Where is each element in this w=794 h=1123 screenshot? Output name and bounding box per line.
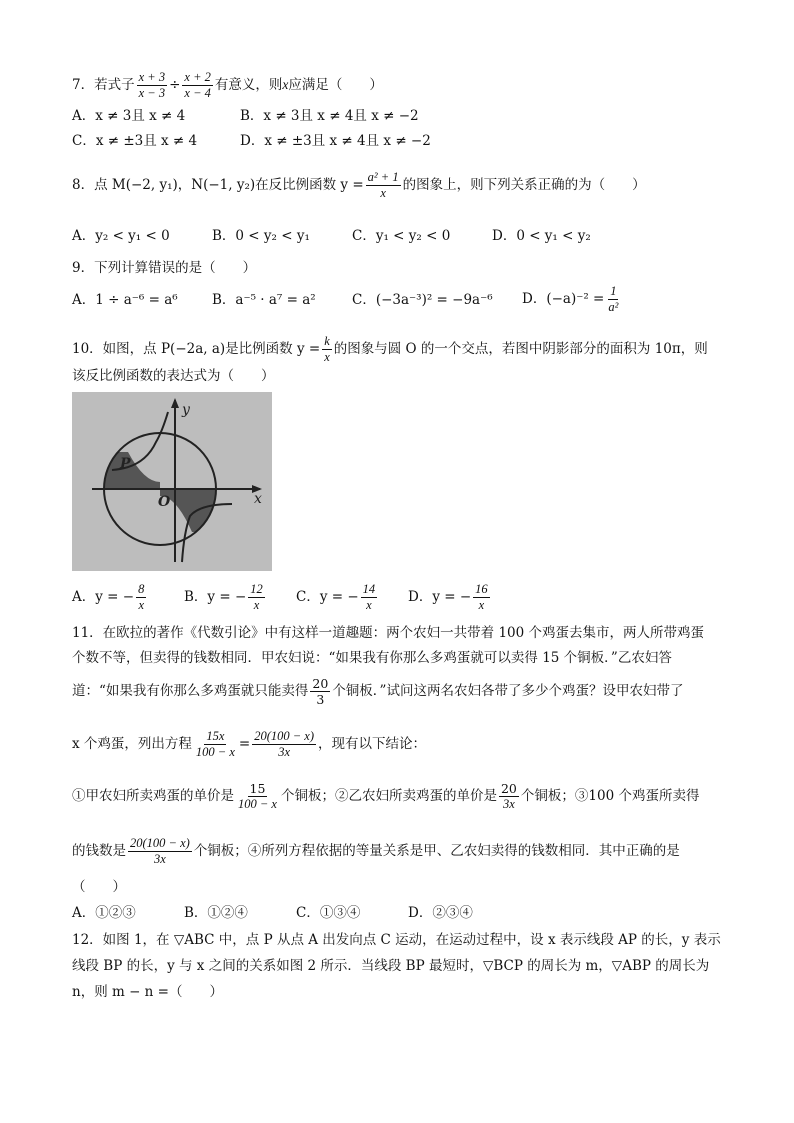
q10-option-b-text: B．y = − — [184, 589, 247, 605]
q7-divide-sign: ÷ — [169, 77, 181, 93]
q7-stem-text-b: 有意义，则 — [214, 77, 283, 93]
q10-y-axis-arrow — [171, 398, 179, 408]
q7-option-b: B．x ≠ 3且 x ≠ 4且 x ≠ −2 — [240, 108, 419, 124]
q11-line-4-text-b: ，现有以下结论： — [318, 736, 427, 752]
q10-option-d-denominator: x — [478, 598, 485, 612]
q10-label-p: P — [120, 456, 131, 472]
q7-option-d: D．x ≠ ±3且 x ≠ 4且 x ≠ −2 — [240, 133, 431, 149]
q11-line-3-fraction — [310, 676, 330, 707]
q10-option-a — [72, 582, 148, 613]
q11-line-6-text-b: 个铜板；④所列方程依据的等量关系是甲、乙农妇卖得的钱数相同．其中正确的是 — [193, 843, 680, 859]
q10-shaded-regions — [100, 452, 220, 532]
q12-line-2: 线段 BP 的长，y 与 x 之间的关系如图 2 所示．当线段 BP 最短时，▽BCP 的周长为 m，▽ABP 的周长为 — [72, 958, 710, 974]
q11-equation-left — [194, 729, 237, 760]
q8-stem-text-a: 8．点 M(−2, y₁)，N(−1, y₂)在反比例函数 y = — [72, 177, 364, 193]
q7-fraction-1-numerator: x + 3 — [138, 70, 166, 84]
q9-option-d-text: D．(−a)⁻² = — [522, 291, 605, 307]
q7-fraction-1-denominator: x − 3 — [138, 86, 166, 100]
q8-option-d: D．0 < y₁ < y₂ — [492, 228, 591, 244]
q10-stem-text-a: 10．如图，点 P(−2a, a)是比例函数 y = — [72, 341, 321, 357]
q10-option-c-numerator: 14 — [362, 582, 376, 596]
q11-line-5-numerator-2: 20 — [500, 781, 517, 796]
q10-option-b-numerator: 12 — [250, 582, 263, 596]
q11-line-4 — [72, 729, 426, 760]
q10-label-x: x — [254, 491, 262, 507]
q10-fraction — [322, 334, 332, 365]
q7-stem — [72, 70, 383, 101]
q8-fraction — [366, 170, 401, 201]
q11-line-3-denominator: 3 — [316, 692, 325, 707]
q11-equation-left-numerator: 15x — [206, 729, 225, 743]
q10-figure-graph — [72, 392, 272, 571]
q10-stem-text-b: 的图象与圆 O 的一个交点，若图中阴影部分的面积为 10π，则 — [333, 341, 708, 357]
q8-option-c: C．y₁ < y₂ < 0 — [352, 228, 451, 244]
q9-option-c: C．(−3a⁻³)² = −9a⁻⁶ — [352, 292, 493, 308]
q11-line-3-text-a: 道：“如果我有你那么多鸡蛋就只能卖得 — [72, 683, 309, 699]
q10-option-c-fraction — [361, 582, 378, 613]
q10-option-b-denominator: x — [253, 598, 260, 612]
q10-option-c-denominator: x — [366, 598, 372, 612]
q8-stem-text-b: 的图象上，则下列关系正确的为（ ） — [402, 177, 646, 193]
q11-line-2: 个数不等，但卖得的钱数相同．甲农妇说：“如果我有你那么多鸡蛋就可以卖得 15 个铜板．”乙农妇答 — [72, 650, 672, 666]
q8-stem — [72, 170, 646, 201]
q10-option-a-denominator: x — [138, 598, 144, 612]
q10-option-d-numerator: 16 — [475, 582, 488, 596]
q10-stem-line-2: 该反比例函数的表达式为（ ） — [72, 368, 275, 384]
q11-line-4-text-a: x 个鸡蛋，列出方程 — [72, 736, 192, 752]
q7-option-a: A．x ≠ 3且 x ≠ 4 — [72, 108, 186, 124]
q11-line-5-text-b: 个铜板；②乙农妇所卖鸡蛋的单价是 — [280, 788, 497, 804]
q10-fraction-numerator: k — [324, 334, 330, 348]
q11-equation-right-numerator: 20(100 − x) — [254, 729, 315, 743]
q11-line-5-text-a: ①甲农妇所卖鸡蛋的单价是 — [72, 788, 234, 804]
q10-option-d — [408, 582, 492, 613]
q9-option-d-denominator: a² — [608, 300, 619, 314]
q11-line-6-denominator: 3x — [154, 852, 166, 866]
q11-line-6-numerator: 20(100 − x) — [130, 836, 190, 850]
q9-option-b: B．a⁻⁵ · a⁷ = a² — [212, 292, 316, 308]
q11-equation-right-denominator: 3x — [278, 745, 291, 759]
q9-option-d-numerator: 1 — [610, 284, 617, 298]
q11-line-6-fraction — [128, 836, 192, 867]
q10-option-c — [296, 582, 379, 613]
q9-option-a: A．1 ÷ a⁻⁶ = a⁶ — [72, 292, 178, 308]
q11-option-a: A．①②③ — [72, 905, 136, 921]
q9-option-d-fraction — [606, 284, 620, 315]
q11-line-5-text-c: 个铜板；③100 个鸡蛋所卖得 — [520, 788, 700, 804]
q12-line-3: n，则 m − n =（ ） — [72, 984, 223, 1000]
q10-option-a-numerator: 8 — [138, 582, 145, 596]
q10-figure — [72, 392, 272, 571]
q11-line-5-fraction-2 — [499, 781, 519, 812]
q11-line-7: （ ） — [72, 879, 126, 895]
q11-option-d: D．②③④ — [408, 905, 473, 921]
q10-label-y: y — [182, 402, 190, 418]
q7-fraction-2 — [182, 70, 212, 101]
q10-option-d-text: D．y = − — [408, 589, 472, 605]
q10-fraction-denominator: x — [324, 350, 330, 364]
q10-option-a-text: A．y = − — [72, 589, 135, 605]
q7-stem-text-c: 应满足（ ） — [288, 77, 383, 93]
q7-variable: x — [282, 77, 289, 92]
q7-fraction-1 — [137, 70, 167, 101]
q9-stem: 9．下列计算错误的是（ ） — [72, 260, 257, 276]
q11-line-5-numerator-1: 15 — [249, 781, 266, 796]
q8-option-b: B．0 < y₂ < y₁ — [212, 228, 310, 244]
q7-fraction-2-numerator: x + 2 — [184, 70, 211, 84]
q10-option-a-fraction — [136, 582, 146, 613]
q11-equation-right — [252, 729, 316, 760]
q7-stem-text-a: 7．若式子 — [72, 77, 135, 93]
q10-label-o: O — [158, 494, 171, 510]
q11-option-c: C．①③④ — [296, 905, 361, 921]
q11-line-5-fraction-1 — [236, 781, 279, 812]
q11-line-5-denominator-2: 3x — [503, 797, 515, 811]
q11-line-3 — [72, 676, 683, 707]
q8-option-a: A．y₂ < y₁ < 0 — [72, 228, 170, 244]
q11-line-3-text-b: 个铜板．”试问这两名农妇各带了多少个鸡蛋？设甲农妇带了 — [332, 683, 684, 699]
q11-line-6-text-a: 的钱数是 — [72, 843, 126, 859]
q11-line-1: 11．在欧拉的著作《代数引论》中有这样一道趣题：两个农妇一共带着 100 个鸡蛋去集市，两人所带鸡蛋 — [72, 625, 705, 641]
q11-line-5 — [72, 781, 699, 812]
q10-option-d-fraction — [473, 582, 490, 613]
q8-fraction-numerator: a² + 1 — [367, 170, 399, 184]
q11-option-b: B．①②④ — [184, 905, 248, 921]
q10-option-b — [184, 582, 267, 613]
q7-option-c: C．x ≠ ±3且 x ≠ 4 — [72, 133, 198, 149]
q11-line-5-denominator-1: 100 − x — [238, 797, 277, 811]
q10-option-b-fraction — [248, 582, 265, 613]
q7-fraction-2-denominator: x − 4 — [184, 86, 211, 100]
q9-option-d — [522, 284, 622, 315]
q10-stem-line-1 — [72, 334, 708, 365]
q11-equation-left-denominator: 100 − x — [195, 745, 235, 759]
q11-line-6 — [72, 836, 680, 867]
q11-equals-sign: = — [238, 736, 251, 752]
q10-option-c-text: C．y = − — [296, 589, 359, 605]
q11-line-3-numerator: 20 — [312, 676, 329, 691]
q12-line-1: 12．如图 1，在 ▽ABC 中，点 P 从点 A 出发向点 C 运动，在运动过程中，设 x 表示线段 AP 的长，y 表示 — [72, 932, 721, 948]
q8-fraction-denominator: x — [380, 186, 386, 200]
